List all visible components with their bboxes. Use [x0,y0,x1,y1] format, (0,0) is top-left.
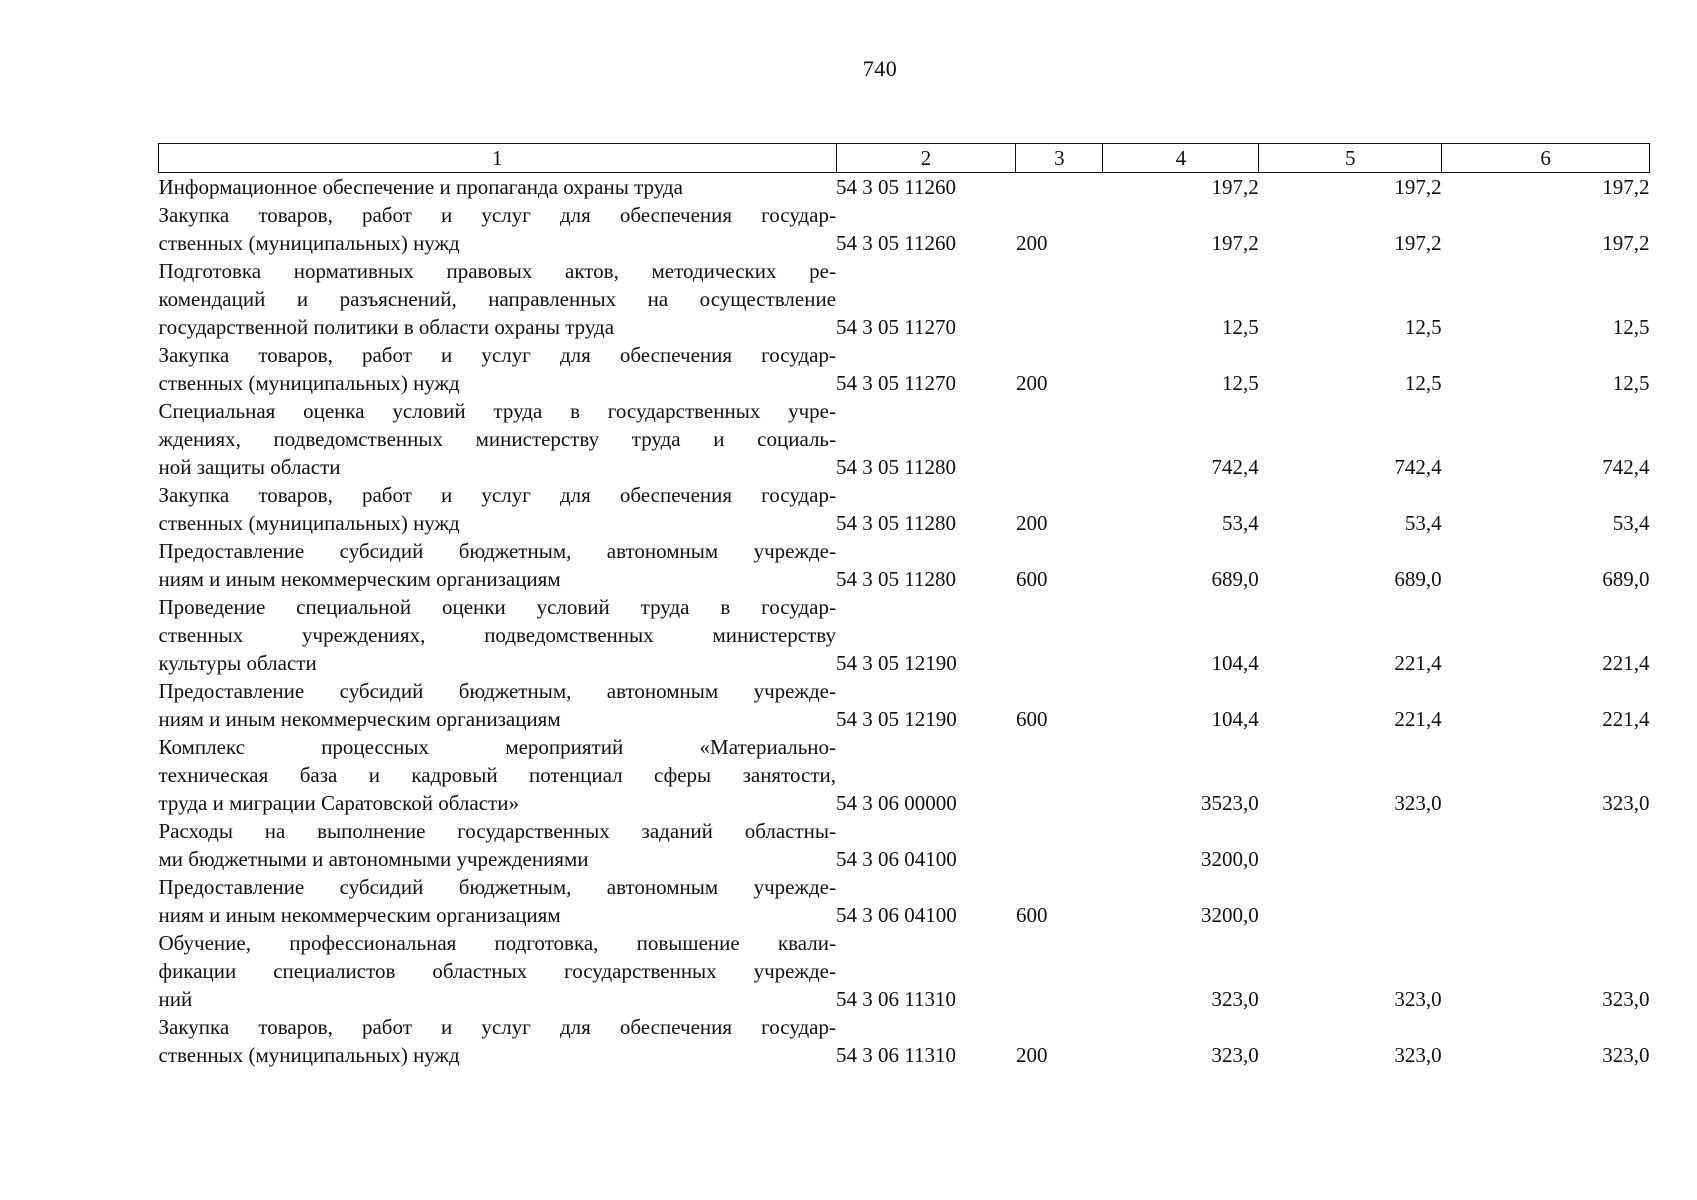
expense-name-line: ственных (муниципальных) нужд [158,371,460,395]
amount-year3-cell: 323,0 [1602,791,1650,815]
expense-name-line: Закупка товаров, работ и услуг для обеспечения государ- [158,483,836,507]
expense-name-line: ми бюджетными и автономными учреждениями [158,847,589,871]
expense-name-cell [159,481,837,537]
expense-type-cell: 200 [1015,1043,1048,1067]
expense-type-cell [1016,257,1103,341]
amount-year1-cell: 197,2 [1211,175,1259,199]
expense-name-line: ний [158,987,193,1011]
amount-year1-cell: 3200,0 [1201,903,1259,927]
amount-year1-cell: 12,5 [1222,371,1259,395]
expense-name-cell [159,733,837,817]
expense-name-cell [159,929,837,1013]
expense-name-line: Подготовка нормативных правовых актов, методических ре- [158,259,836,283]
amount-year2-cell: 221,4 [1394,651,1442,675]
expense-type-cell: 600 [1015,567,1048,591]
column-header-5: 5 [1259,144,1442,173]
amount-year1-cell: 323,0 [1211,987,1259,1011]
amount-year2-cell: 197,2 [1394,231,1442,255]
amount-year1-cell: 104,4 [1211,707,1259,731]
table-row [159,481,1650,537]
budget-table [158,143,1650,1069]
column-header-1: 1 [159,144,837,173]
expense-type-cell [1016,397,1103,481]
amount-year2-cell: 12,5 [1404,371,1442,395]
expense-name-line: ной защиты области [158,455,341,479]
amount-year1-cell: 104,4 [1211,651,1259,675]
expense-name-line: фикации специалистов областных государственных учрежде- [158,959,836,983]
expense-name-line: ственных (муниципальных) нужд [158,511,460,535]
target-code-cell: 54 3 05 11280 [836,455,956,479]
expense-name-line: Расходы на выполнение государственных заданий областны- [158,819,836,843]
table-row [159,257,1650,341]
expense-type-cell [1016,173,1103,202]
expense-name-cell [159,201,837,257]
amount-year3-cell [1442,873,1650,929]
column-header-6: 6 [1442,144,1650,173]
target-code-cell: 54 3 05 12190 [836,651,957,675]
expense-name-cell [159,593,837,677]
amount-year2-cell: 323,0 [1394,987,1442,1011]
table-row [159,817,1650,873]
table-header [159,144,1650,173]
table-row [159,341,1650,397]
target-code-cell: 54 3 06 11310 [836,1043,956,1067]
expense-name-line: ниям и иным некоммерческим организациям [158,903,561,927]
table-row [159,201,1650,257]
target-code-cell: 54 3 06 04100 [836,903,957,927]
table-body [159,173,1650,1070]
table-row [159,677,1650,733]
expense-type-cell [1016,929,1103,1013]
amount-year2-cell: 221,4 [1394,707,1442,731]
table-row [159,537,1650,593]
amount-year3-cell: 53,4 [1612,511,1650,535]
expense-name-line: труда и миграции Саратовской области» [158,791,519,815]
expense-type-cell [1016,817,1103,873]
amount-year2-cell: 742,4 [1394,455,1442,479]
expense-name-line: Обучение, профессиональная подготовка, повышение квали- [158,931,836,955]
target-code-cell: 54 3 05 11280 [836,567,956,591]
expense-name-line: государственной политики в области охраны труда [158,315,615,339]
expense-name-cell [159,257,837,341]
target-code-cell: 54 3 06 11310 [836,987,956,1011]
amount-year3-cell: 12,5 [1612,371,1650,395]
expense-name-line: Закупка товаров, работ и услуг для обеспечения государ- [158,1015,836,1039]
expense-name-line: культуры области [158,651,317,675]
expense-type-cell: 200 [1015,231,1048,255]
amount-year1-cell: 12,5 [1222,315,1259,339]
target-code-cell: 54 3 06 04100 [836,847,957,871]
amount-year3-cell: 12,5 [1612,315,1650,339]
column-header-3: 3 [1016,144,1103,173]
amount-year1-cell: 3523,0 [1201,791,1259,815]
target-code-cell: 54 3 05 11270 [836,371,956,395]
target-code-cell: 54 3 05 11260 [836,231,956,255]
amount-year3-cell [1442,817,1650,873]
amount-year3-cell: 742,4 [1602,455,1650,479]
expense-name-line: ственных (муниципальных) нужд [158,231,460,255]
amount-year2-cell: 689,0 [1394,567,1442,591]
expense-name-line: техническая база и кадровый потенциал сферы занятости, [158,763,836,787]
expense-name-cell [159,173,837,202]
page-number: 740 [862,56,898,81]
amount-year3-cell: 197,2 [1602,175,1650,199]
amount-year3-cell: 221,4 [1602,707,1650,731]
expense-name-cell [159,817,837,873]
table-row [159,397,1650,481]
expense-name-cell [159,397,837,481]
column-header-4: 4 [1103,144,1259,173]
expense-name-line: Проведение специальной оценки условий труда в государ- [158,595,836,619]
target-code-cell: 54 3 05 11270 [836,315,956,339]
expense-name-line: ждениях, подведомственных министерству труда и социаль- [158,427,836,451]
amount-year1-cell: 742,4 [1211,455,1259,479]
amount-year3-cell: 221,4 [1602,651,1650,675]
table-row [159,873,1650,929]
amount-year2-cell: 323,0 [1394,791,1442,815]
amount-year2-cell: 53,4 [1404,511,1442,535]
expense-name-line: Предоставление субсидий бюджетным, автономным учрежде- [158,875,836,899]
amount-year3-cell: 323,0 [1602,987,1650,1011]
amount-year1-cell: 689,0 [1211,567,1259,591]
amount-year2-cell: 323,0 [1394,1043,1442,1067]
expense-name-cell [159,873,837,929]
expense-name-line: Комплекс процессных мероприятий «Материально- [158,735,836,759]
table-row [159,1013,1650,1069]
target-code-cell: 54 3 06 00000 [836,791,957,815]
amount-year1-cell: 53,4 [1222,511,1259,535]
amount-year2-cell: 12,5 [1404,315,1442,339]
amount-year1-cell: 3200,0 [1201,847,1259,871]
amount-year2-cell [1259,817,1442,873]
column-header-2: 2 [836,144,1016,173]
expense-name-line: Специальная оценка условий труда в государственных учре- [158,399,836,423]
expense-name-line: Предоставление субсидий бюджетным, автономным учрежде- [158,679,836,703]
amount-year2-cell [1259,873,1442,929]
expense-name-line: комендаций и разъяснений, направленных на осуществление [158,287,836,311]
expense-name-cell [159,341,837,397]
expense-type-cell: 200 [1015,371,1048,395]
table-row [159,173,1650,202]
expense-name-cell [159,1013,837,1069]
expense-type-cell: 200 [1015,511,1048,535]
target-code-cell: 54 3 05 11260 [836,175,956,199]
expense-type-cell [1016,593,1103,677]
expense-name-line: ниям и иным некоммерческим организациям [158,567,561,591]
amount-year1-cell: 323,0 [1211,1043,1259,1067]
amount-year2-cell: 197,2 [1394,175,1442,199]
amount-year1-cell: 197,2 [1211,231,1259,255]
expense-type-cell [1016,733,1103,817]
table-row [159,929,1650,1013]
target-code-cell: 54 3 05 12190 [836,707,957,731]
expense-type-cell: 600 [1015,903,1048,927]
table-row [159,733,1650,817]
expense-name-line: ственных учреждениях, подведомственных министерству [158,623,836,647]
expense-type-cell: 600 [1015,707,1048,731]
amount-year3-cell: 323,0 [1602,1043,1650,1067]
expense-name-line: Предоставление субсидий бюджетным, автономным учрежде- [158,539,836,563]
table-row [159,593,1650,677]
expense-name-line: ственных (муниципальных) нужд [158,1043,460,1067]
amount-year3-cell: 197,2 [1602,231,1650,255]
amount-year3-cell: 689,0 [1602,567,1650,591]
expense-name-line: Закупка товаров, работ и услуг для обеспечения государ- [158,203,836,227]
target-code-cell: 54 3 05 11280 [836,511,956,535]
expense-name-cell [159,677,837,733]
expense-name-cell [159,537,837,593]
expense-name-line: ниям и иным некоммерческим организациям [158,707,561,731]
expense-name-line: Информационное обеспечение и пропаганда охраны труда [158,175,683,199]
expense-name-line: Закупка товаров, работ и услуг для обеспечения государ- [158,343,836,367]
